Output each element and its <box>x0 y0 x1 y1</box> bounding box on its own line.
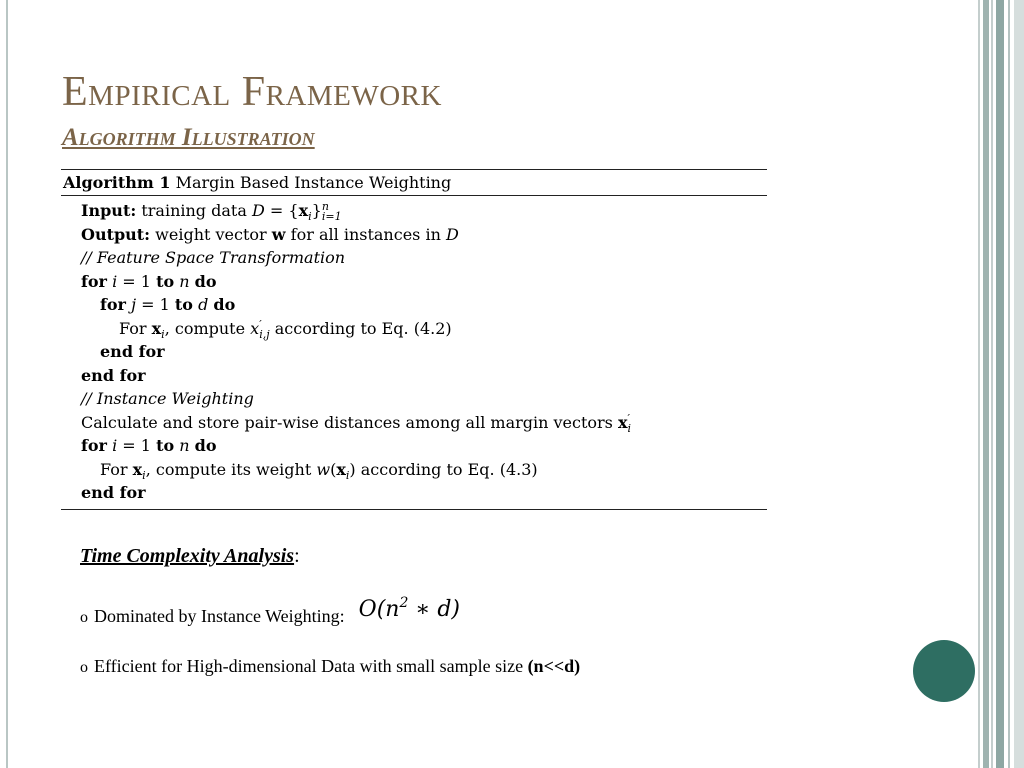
bullet-efficient-text: Efficient for High-dimensional Data with small sample size <box>94 656 524 676</box>
compute-vector-subscript: i <box>142 468 146 482</box>
paren-open: ( <box>330 459 337 479</box>
calculate-distances-line <box>81 411 767 435</box>
input-vector: x <box>298 201 309 220</box>
compute-transform-line <box>81 317 767 341</box>
weight-arg-subscript: i <box>345 468 350 482</box>
for-loop-j <box>81 293 767 317</box>
keyword-do: do <box>213 295 236 314</box>
input-text: training data <box>141 201 247 220</box>
compute-vector-subscript: i <box>161 327 165 341</box>
for-loop-i-1 <box>81 270 767 294</box>
compute-var-indices <box>259 317 270 341</box>
keyword-to: to <box>174 295 193 314</box>
formula-prefix: O(n <box>358 597 400 622</box>
loop-var-i: i <box>112 271 118 291</box>
margin-vector-indices <box>627 411 632 435</box>
compute-equation-ref: according to Eq. (4.2) <box>274 318 452 338</box>
bullet-efficient <box>80 656 580 677</box>
loop-end-n: n <box>179 436 190 455</box>
margin-vector-prime: ′ <box>627 411 631 425</box>
compute-transformed-var: x <box>250 318 260 338</box>
loop-start: = 1 <box>122 436 151 455</box>
complexity-formula <box>359 597 460 622</box>
compute-for-text: For <box>119 318 147 338</box>
compute-text: , compute <box>164 318 246 338</box>
for-loop-i-2 <box>81 434 767 458</box>
margin-vector-x: x <box>617 412 628 432</box>
right-decoration-stripe <box>978 0 980 768</box>
right-decoration-stripe <box>991 0 993 768</box>
keyword-to: to <box>156 271 175 291</box>
formula-exponent: 2 <box>399 595 409 611</box>
right-decoration-stripe <box>1008 0 1010 768</box>
margin-vector-subscript: i <box>627 421 632 435</box>
keyword-do: do <box>194 271 217 291</box>
end-for-inner: end for <box>100 342 165 361</box>
output-weight-vector: w <box>271 224 286 244</box>
loop-end-n: n <box>179 271 190 291</box>
compute-weight-line <box>81 458 767 482</box>
comment-instance-weighting: // Instance Weighting <box>81 389 254 408</box>
calculate-text: Calculate and store pair-wise distances among all margin vectors <box>81 412 613 432</box>
compute-weight-text: , compute its weight <box>145 459 312 479</box>
right-decoration-stripe <box>983 0 989 768</box>
decorative-circle <box>913 640 975 702</box>
input-equals: = { <box>269 201 299 220</box>
bullet-marker-icon: o <box>80 659 88 676</box>
paren-close: ) <box>349 459 356 479</box>
compute-vector-x: x <box>151 318 162 338</box>
bullet-efficient-condition: (n<<d) <box>527 656 581 676</box>
time-complexity-title: Time Complexity Analysis <box>80 545 295 567</box>
output-text-2: for all instances in <box>290 224 441 244</box>
weight-function-w: w <box>316 459 331 479</box>
loop-start: = 1 <box>122 271 151 291</box>
slide-title: Empirical Framework <box>62 69 442 115</box>
compute-vector-x: x <box>132 459 143 479</box>
keyword-to: to <box>156 436 175 455</box>
input-limits <box>322 202 342 222</box>
compute-equation-ref: according to Eq. (4.3) <box>360 459 538 479</box>
compute-var-prime: ′ <box>259 317 262 331</box>
loop-start: = 1 <box>141 295 170 314</box>
compute-var-subscript: i,j <box>259 327 270 341</box>
slide-subtitle: Algorithm Illustration <box>62 124 315 151</box>
algorithm-output-line <box>81 223 767 247</box>
input-close-brace: } <box>311 201 322 220</box>
left-frame-line <box>6 0 8 768</box>
input-vector-subscript: i <box>308 210 312 223</box>
bullet-marker-icon: o <box>80 609 88 626</box>
input-label: Input: <box>81 201 137 220</box>
loop-end-d: d <box>198 295 209 314</box>
output-label: Output: <box>81 224 151 244</box>
keyword-do: do <box>194 436 217 455</box>
input-set-symbol: D <box>251 201 265 220</box>
loop-var-j: j <box>131 295 137 314</box>
keyword-for: for <box>81 271 107 291</box>
weight-arg-x: x <box>336 459 346 479</box>
bullet-dominated-text: Dominated by Instance Weighting: <box>94 606 345 626</box>
algorithm-name: Margin Based Instance Weighting <box>175 173 452 192</box>
time-complexity-colon: : <box>294 545 300 567</box>
algorithm-box <box>61 169 767 510</box>
output-text-1: weight vector <box>155 224 267 244</box>
right-decoration-stripe <box>1014 0 1024 768</box>
input-lower-limit: i=1 <box>321 210 342 223</box>
keyword-for: for <box>100 295 126 314</box>
algorithm-label: Algorithm 1 <box>63 173 171 192</box>
end-for-outer-2: end for <box>81 483 146 502</box>
formula-suffix: ∗ d) <box>408 597 460 622</box>
algorithm-header <box>61 170 767 195</box>
time-complexity-heading <box>80 545 300 568</box>
algorithm-input-line <box>81 199 767 223</box>
end-for-outer-1: end for <box>81 365 146 385</box>
loop-var-i: i <box>112 436 118 455</box>
output-set-symbol: D <box>445 224 459 244</box>
algorithm-bottom-rule <box>61 509 767 510</box>
bullet-dominated <box>80 595 460 628</box>
input-upper-limit: n <box>321 200 329 213</box>
right-decoration-stripe <box>996 0 1004 768</box>
compute-for-text: For <box>100 459 128 479</box>
keyword-for: for <box>81 436 107 455</box>
algorithm-body <box>61 196 767 509</box>
comment-feature-space: // Feature Space Transformation <box>81 248 346 267</box>
